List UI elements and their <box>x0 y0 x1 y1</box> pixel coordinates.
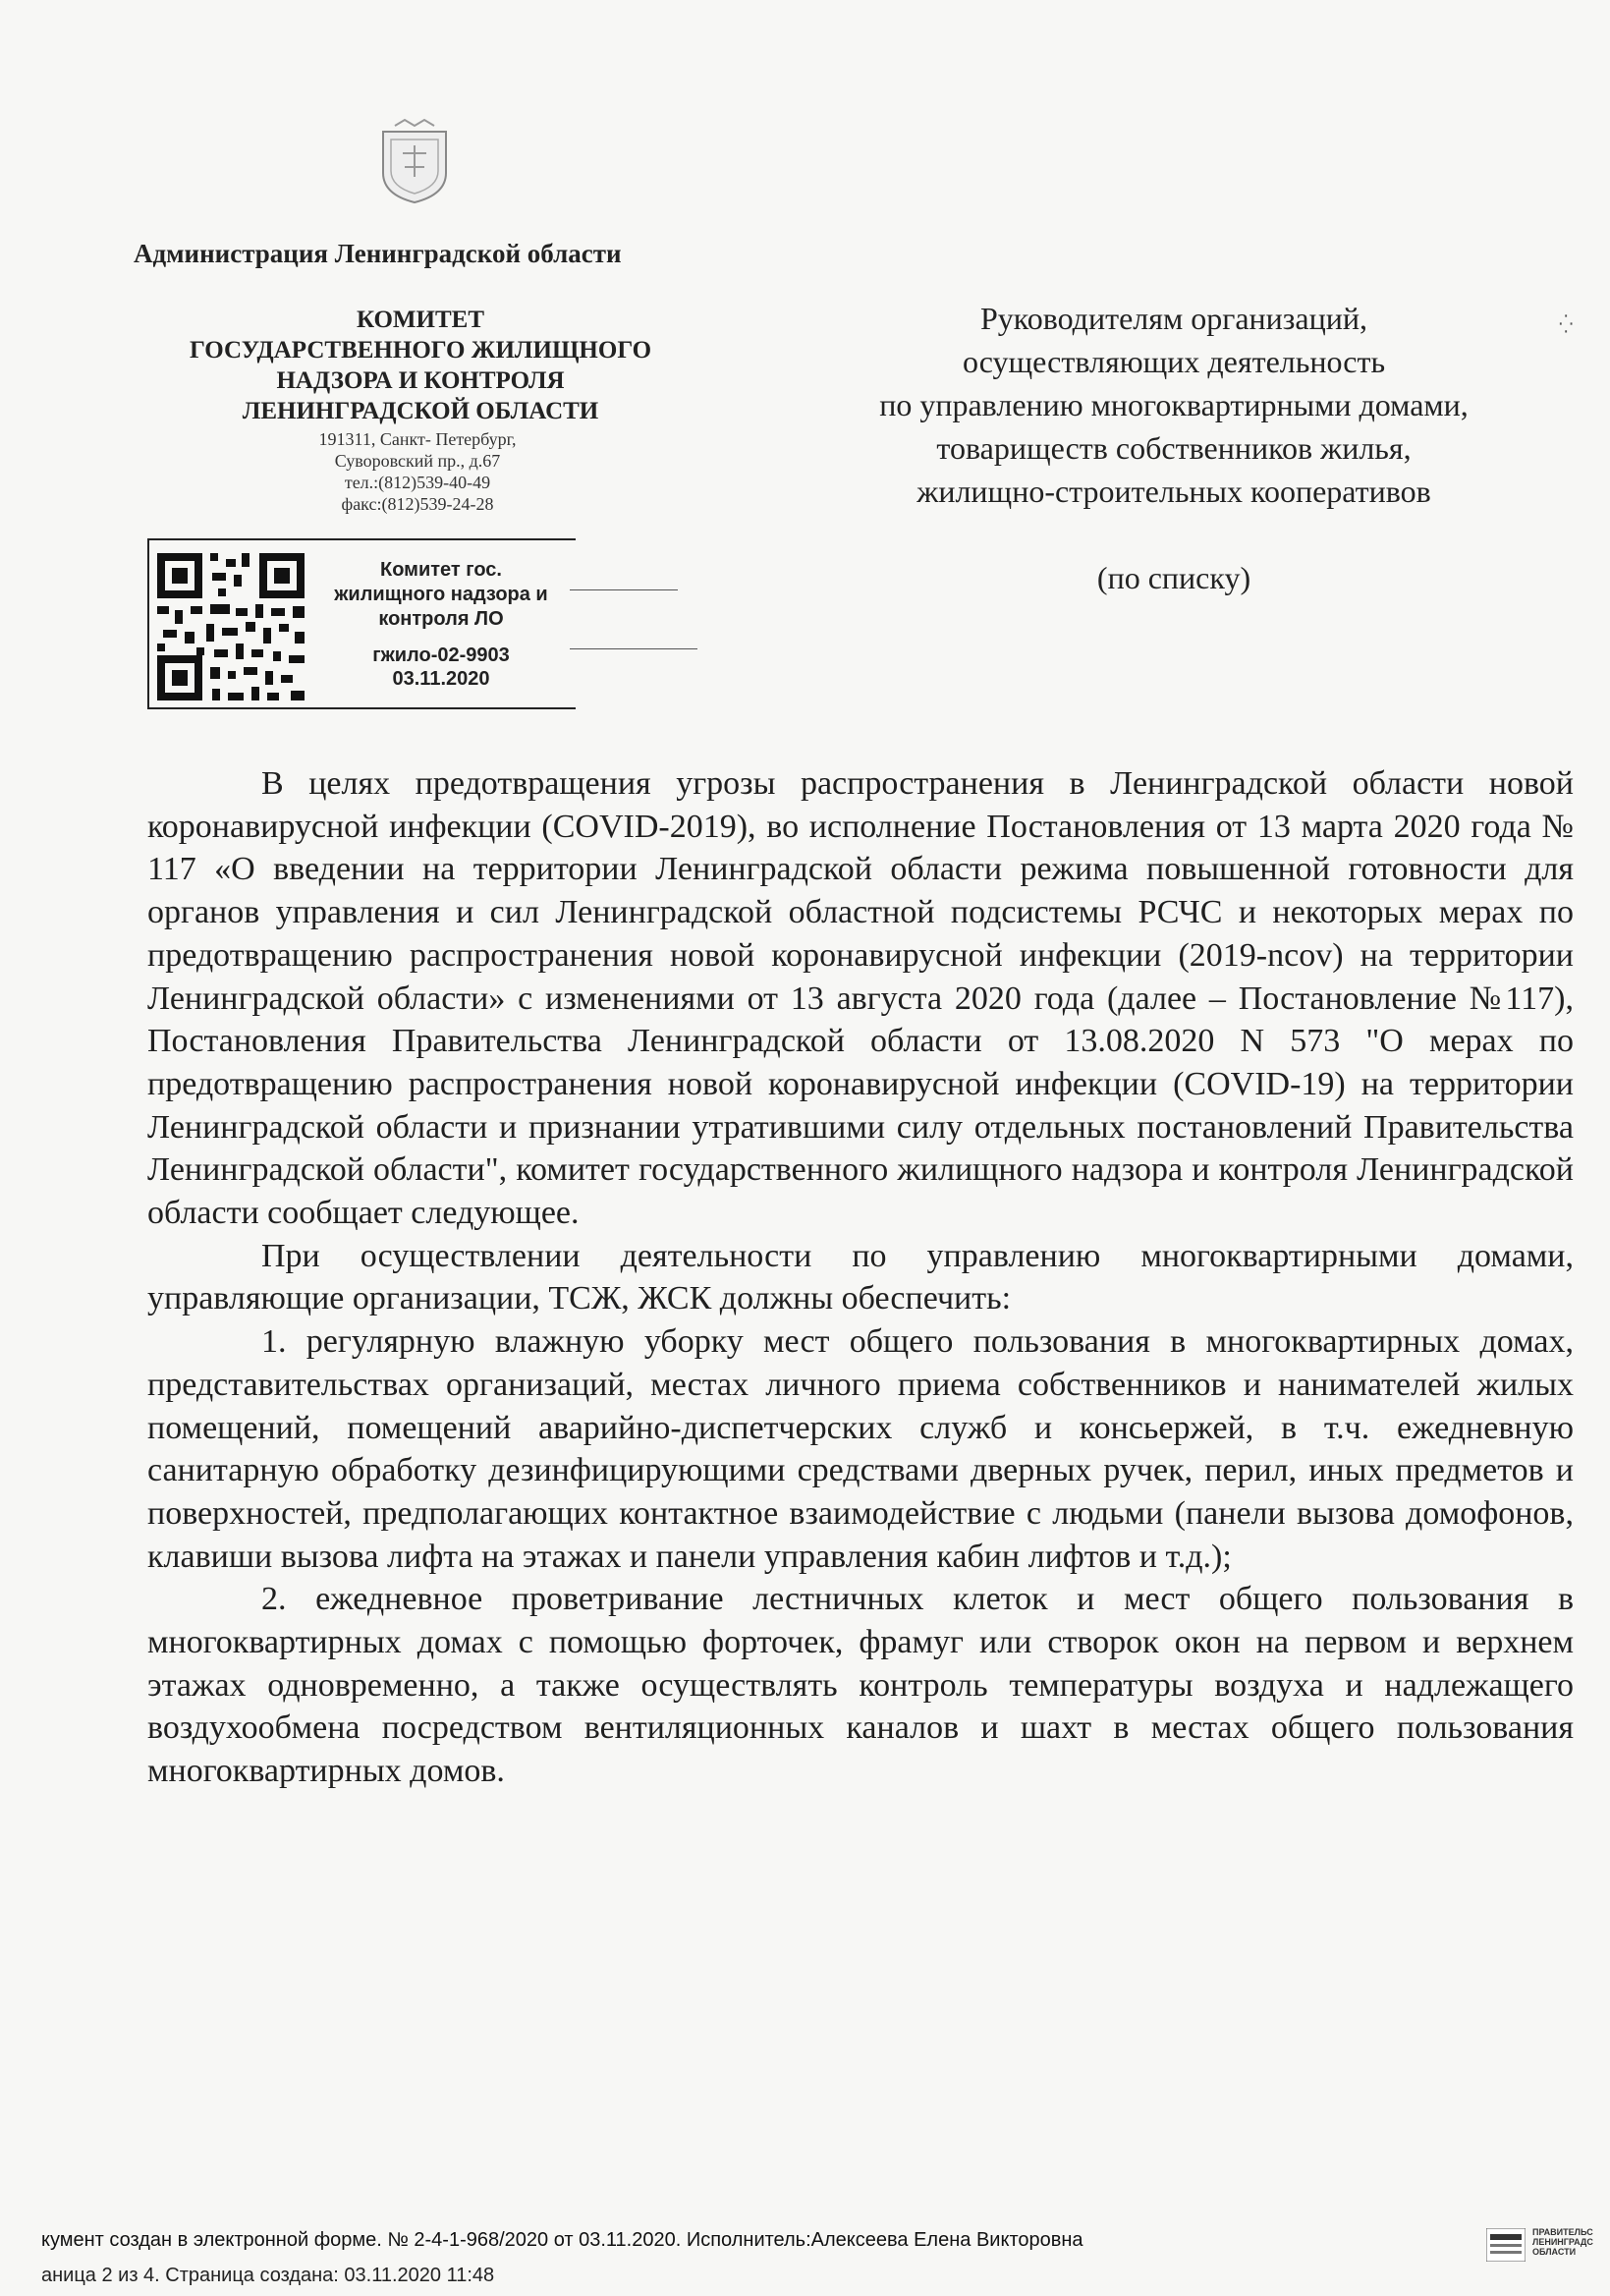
stamp-org-line: контроля ЛО <box>378 608 504 630</box>
footer-page-text: аница 2 из 4. Страница создана: 03.11.2020 11:48 <box>41 2265 495 2286</box>
recipient-block <box>756 297 1591 513</box>
recipient-line: осуществляющих деятельность <box>962 344 1386 379</box>
recipient-by-list: (по списку) <box>1096 560 1251 595</box>
gov-label-line: ЛЕНИНГРАДС <box>1532 2237 1593 2247</box>
letter-body <box>147 762 1574 1793</box>
address-line: тел.:(812)539-40-49 <box>344 473 491 492</box>
stamp-underline <box>570 589 678 590</box>
stamp-org-line: Комитет гос. <box>380 559 502 581</box>
qr-code-icon <box>157 553 305 700</box>
stamp-reg-number: гжило-02-9903 <box>372 644 510 666</box>
stamp-registration <box>312 644 570 691</box>
administration-name: Администрация Ленинградской области <box>134 239 622 268</box>
recipient-line: товариществ собственников жилья, <box>936 430 1412 466</box>
coat-of-arms-icon <box>375 118 454 206</box>
committee-line: ЛЕНИНГРАДСКОЙ ОБЛАСТИ <box>242 398 599 424</box>
address-line: Суворовский пр., д.67 <box>334 451 501 471</box>
stamp-underline <box>570 648 697 649</box>
stamp-reg-date: 03.11.2020 <box>392 668 490 690</box>
committee-line: НАДЗОРА И КОНТРОЛЯ <box>276 367 565 394</box>
stamp-org-line: жилищного надзора и <box>334 584 548 605</box>
address-line: факс:(812)539-24-28 <box>341 494 494 514</box>
government-logo-icon <box>1486 2228 1526 2262</box>
gov-label-line: ОБЛАСТИ <box>1532 2247 1577 2257</box>
recipient-line: Руководителям организаций, <box>979 301 1367 336</box>
body-paragraph: В целях предотвращения угрозы распространения в Ленинградской области новой коронавирусной инфекции (COVID-2019), во исполнение Постановления от 13 марта 2020 года № 117 «О введении на территории Ленинградской области режима повышенной готовности для органов управления и сил Ленинградской областной подсистемы РСЧС и некоторых мерах по предотвращению распространения новой коронавирусной инфекции (2019-ncov) на территории Ленинградской области» с изменениями от 13 августа 2020 года (далее – Постановление №117), Постановления Правительства Ленинградской области от 13.08.2020 N 573 "О мерах по предотвращению распространения новой коронавирусной инфекции (COVID-19) на территории Ленинградской области и признании утратившими силу отдельных постановлений Правительства Ленинградской области", комитет государственного жилищного надзора и контроля Ленинградской области сообщает следующее. <box>147 765 1574 1232</box>
government-label <box>1532 2227 1610 2257</box>
committee-address <box>246 428 589 515</box>
address-line: 191311, Санкт- Петербург, <box>318 429 517 449</box>
gov-label-line: ПРАВИТЕЛЬС <box>1532 2227 1593 2237</box>
footer-page-info <box>41 2265 494 2296</box>
recipient-line: жилищно-строительных кооперативов <box>916 474 1431 509</box>
committee-line: ГОСУДАРСТВЕННОГО ЖИЛИЩНОГО <box>189 337 652 364</box>
committee-name <box>145 305 695 426</box>
scan-artifact: ⁛ <box>1559 314 1574 334</box>
body-paragraph: 1. регулярную влажную уборку мест общего пользования в многоквартирных домах, представительствах организаций, местах личного приема собственников и нанимателей жилых помещений, помещений аварийно-диспетчерских служб и консьержей, в т.ч. ежедневную санитарную обработку дезинфицирующими средствами дверных ручек, перил, иных предметов и поверхностей, предполагающих контактное взаимодействие с людьми (панели вызова домофонов, клавиши вызова лифта на этажах и панели управления кабин лифтов и т.д.); <box>147 1323 1574 1575</box>
body-paragraph: 2. ежедневное проветривание лестничных клеток и мест общего пользования в многоквартирных домах с помощью форточек, фрамуг или створок окон на первом и верхнем этажах одновременно, а также осуществлять контроль температуры воздуха и надлежащего воздухообмена посредством вентиляционных каналов и шахт в местах общего пользования многоквартирных домов. <box>147 1581 1574 1790</box>
stamp-organization <box>312 558 570 632</box>
committee-line: КОМИТЕТ <box>356 307 485 333</box>
footer-document-info: кумент создан в электронной форме. № 2-4-1-968/2020 от 03.11.2020. Исполнитель:Алексеева Елена Викторовна <box>41 2229 1083 2251</box>
recipient-line: по управлению многоквартирными домами, <box>879 387 1469 422</box>
body-paragraph: При осуществлении деятельности по управлению многоквартирными домами, управляющие организации, ТСЖ, ЖСК должны обеспечить: <box>147 1237 1574 1317</box>
